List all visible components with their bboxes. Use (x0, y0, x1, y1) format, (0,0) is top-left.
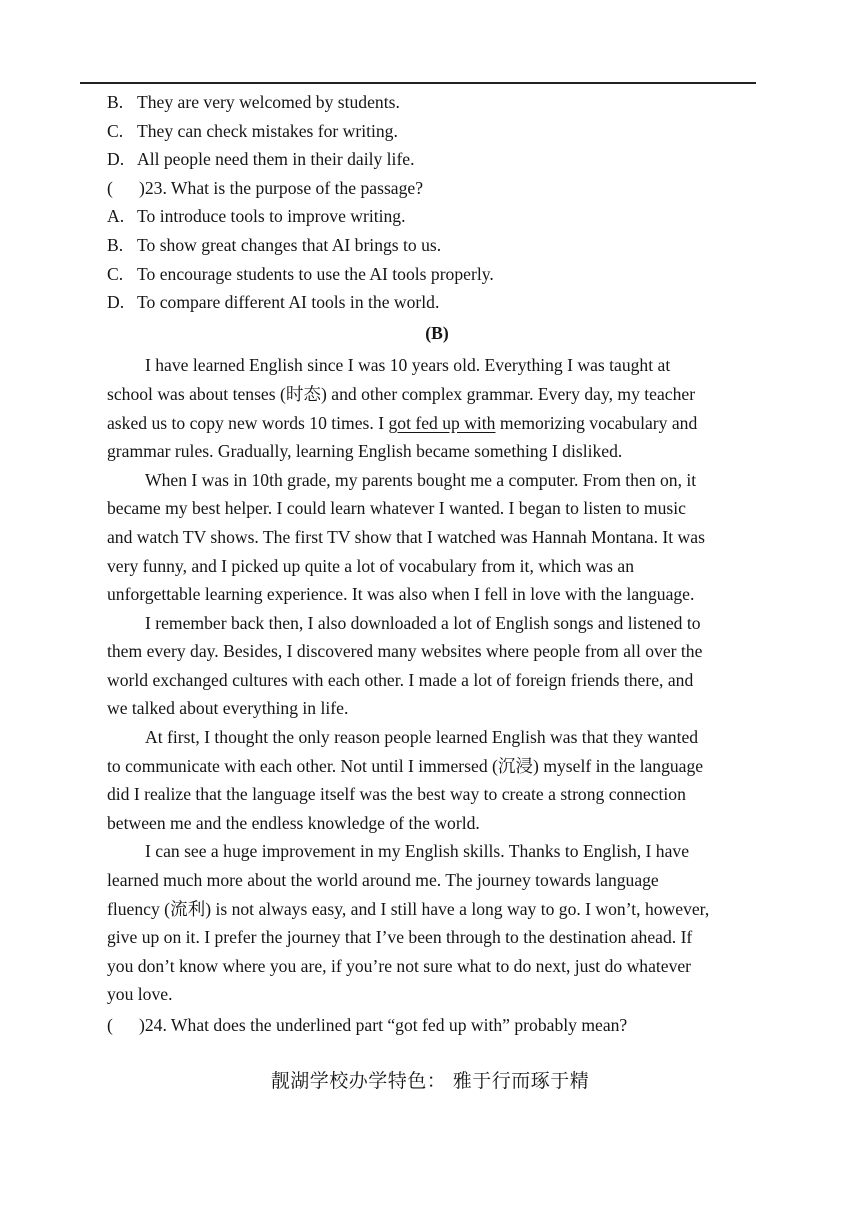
q23-option-a: A. To introduce tools to improve writing. (107, 206, 406, 227)
answer-blank-23[interactable]: ( (107, 177, 113, 198)
q23-option-d: D. To compare different AI tools in the world. (107, 292, 440, 313)
passage-paragraph-4: At first, I thought the only reason people learned English was that they wanted to communicate with each other. Not until I immersed (沉浸) myself in the language did I realize that the language itself was the best way to create a strong connection between me and the endless knowledge of the world. (107, 727, 704, 833)
answer-blank-24[interactable]: ( (107, 1015, 113, 1035)
top-rule (80, 82, 756, 84)
passage-paragraph-1: I have learned English since I was 10 years old. Everything I was taught at school was about tenses (时态) and other complex grammar. Every day, my teacher asked us to copy new words 10 times. I got fed up with memorizing vocabulary and grammar rules. Gradually, learning English became something I disliked. (107, 355, 698, 462)
section-heading: (B) (425, 322, 449, 343)
question-24: ( )24. What does the underlined part “got fed up with” probably mean? (107, 1011, 767, 1040)
question-23: ( )23. What is the purpose of the passage? (107, 174, 767, 203)
q23-option-b: B. To show great changes that AI brings to us. (107, 234, 442, 255)
underlined-phrase: got fed up with (388, 412, 496, 433)
passage-paragraph-2: When I was in 10th grade, my parents bought me a computer. From then on, it became my best helper. I could learn whatever I wanted. I began to listen to music and watch TV shows. The first TV show that I watched was Hannah Montana. It was very funny, and I picked up quite a lot of vocabulary from it, which was an unforgettable learning experience. It was also when I fell in love with the language. (107, 469, 705, 605)
option-d-prev: D. All people need them in their daily life. (107, 149, 415, 170)
school-motto-footer: 靓湖学校办学特色： 雅于行而琢于精 (270, 1070, 590, 1092)
passage-paragraph-3: I remember back then, I also downloaded a lot of English songs and listened to them every day. Besides, I discovered many websites where people from all over the world exchanged cultures with each other. I made a lot of foreign friends there, and we talked about everything in life. (107, 612, 703, 719)
option-c-prev: C. They can check mistakes for writing. (107, 120, 398, 141)
q23-option-c: C. To encourage students to use the AI tools properly. (107, 263, 494, 284)
page-content (107, 88, 767, 1040)
option-b-prev: B. They are very welcomed by students. (107, 92, 400, 112)
passage-paragraph-5: I can see a huge improvement in my English skills. Thanks to English, I have learned much more about the world around me. The journey towards language fluency (流利) is not always easy, and I still have a long way to go. I won’t, however, give up on it. I prefer the journey that I’ve been through to the destination ahead. If you don’t know where you are, if you’re not sure what to do next, just do whatever you love. (107, 841, 710, 1005)
